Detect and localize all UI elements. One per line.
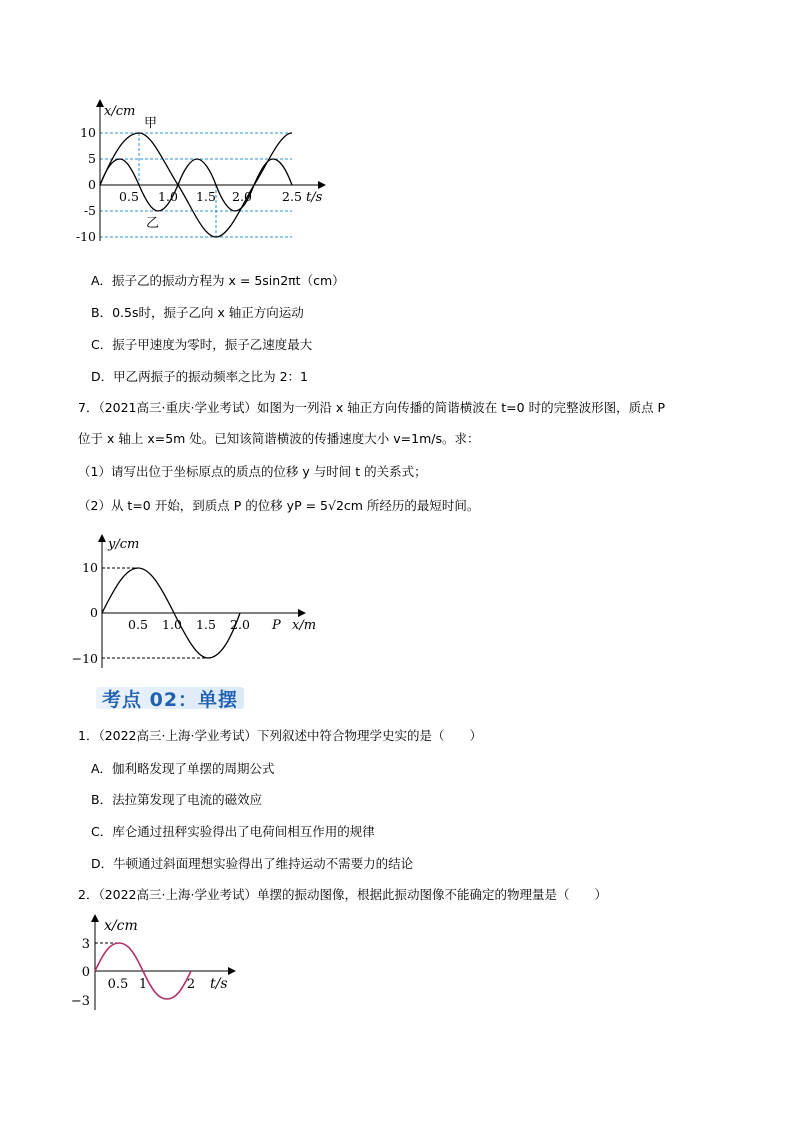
q6-option-a: A．振子乙的振动方程为 x = 5sin2πt（cm） [91, 273, 345, 288]
chart2-xtick: 2.0 [230, 617, 250, 632]
chart3-xtick: 1 [138, 977, 148, 992]
chart2-xlabel: x/m [292, 618, 317, 633]
chart3-xtick: 2 [186, 977, 196, 992]
pendulum-chart [70, 910, 250, 1015]
chart2-ytick: −10 [71, 651, 98, 666]
q1-option-a: A．伽利略发现了单摆的周期公式 [91, 761, 275, 776]
chart2-xtick: 1.0 [162, 617, 182, 632]
chart1-ytick: 10 [80, 125, 96, 140]
chart2-xtick: 0.5 [128, 617, 148, 632]
chart3-ytick: 3 [81, 937, 90, 952]
chart2-ytick: 10 [82, 560, 98, 575]
q1-stem: 1．（2022高三·上海·学业考试）下列叙述中符合物理学史实的是（ ） [78, 728, 482, 743]
q7-sub1: （1）请写出位于坐标原点的质点的位移 y 与时间 t 的关系式； [78, 464, 427, 479]
q6-option-b: B．0.5s时，振子乙向 x 轴正方向运动 [91, 305, 304, 320]
chart2-xtick: 1.5 [196, 617, 216, 632]
q7-stem-line2: 位于 x 轴上 x=5m 处。已知该简谐横波的传播速度大小 v=1m/s。求： [78, 431, 480, 446]
chart1-xtick: 0.5 [119, 189, 139, 204]
chart1-xtick: 1.5 [196, 189, 216, 204]
chart3-ylabel: x/cm [104, 918, 138, 934]
chart3-xtick: 0.5 [107, 977, 129, 992]
wave-chart [71, 530, 330, 675]
chart1-ytick: -10 [75, 229, 96, 244]
label-jia: 甲 [144, 116, 158, 131]
chart1-ytick: -5 [83, 203, 96, 218]
chart1-ytick: 0 [88, 177, 96, 192]
chart1-xlabel: t/s [306, 190, 323, 205]
label-yi: 乙 [146, 216, 160, 231]
chart1-xtick: 2.5 [282, 189, 302, 204]
chart3-ytick: −3 [70, 994, 90, 1009]
vibration-chart-jia-yi [75, 95, 340, 255]
chart2-ytick: 0 [90, 605, 98, 620]
chart2-ylabel: y/cm [108, 537, 140, 552]
chart1-ytick: 5 [88, 151, 96, 166]
chart1-xtick: 1.0 [158, 189, 178, 204]
chart1-xtick: 2.0 [232, 189, 252, 204]
chart3-xlabel: t/s [210, 976, 228, 992]
chart2-point-p: P [272, 618, 281, 633]
q1-option-b: B．法拉第发现了电流的磁效应 [91, 792, 263, 807]
chart3-ytick: 0 [81, 965, 90, 980]
q7-stem-line1: 7．（2021高三·重庆·学业考试）如图为一列沿 x 轴正方向传播的简谐横波在 t=0 时的完整波形图，质点 P [78, 400, 666, 415]
q7-sub2: （2）从 t=0 开始，到质点 P 的位移 yP = 5√2cm 所经历的最短时间。 [78, 498, 480, 513]
q1-option-d: D．牛顿通过斜面理想实验得出了维持运动不需要力的结论 [91, 856, 414, 871]
section-title-text: 考点 02：单摆 [102, 689, 239, 711]
q1-option-c: C．库仑通过扭秤实验得出了电荷间相互作用的规律 [91, 824, 375, 839]
q2-stem: 2．（2022高三·上海·学业考试）单摆的振动图像，根据此振动图像不能确定的物理量是（ ） [78, 887, 607, 902]
chart1-ylabel: x/cm [104, 104, 136, 119]
section-title [96, 683, 244, 715]
q6-option-c: C．振子甲速度为零时，振子乙速度最大 [91, 337, 313, 352]
q6-option-d: D．甲乙两振子的振动频率之比为 2：1 [91, 369, 309, 384]
